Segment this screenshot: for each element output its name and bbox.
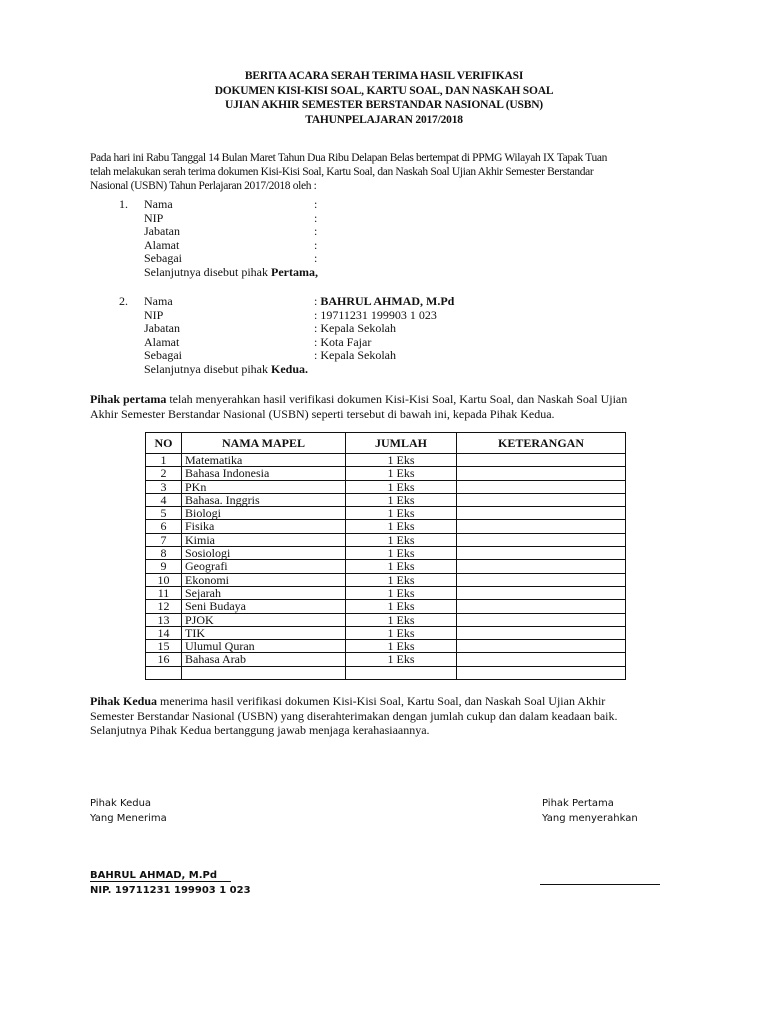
receiver-subtitle: Yang Menerima [90, 813, 167, 824]
receiver-nip: NIP. 19711231 199903 1 023 [90, 885, 251, 896]
party1-sebagai-row [119, 252, 318, 266]
intro-line-3: Nasional (USBN) Tahun Perlajaran 2017/2018 oleh : [90, 180, 317, 192]
handover-paragraph [90, 392, 690, 421]
party1-nama-value: : [314, 197, 318, 211]
party2-jabatan-label: Jabatan [144, 321, 180, 336]
party1-nip-row [119, 212, 318, 226]
party2-nama-text: BAHRUL AHMAD, M.Pd [320, 294, 455, 308]
handover-party: Pihak pertama [90, 392, 167, 406]
table-row [146, 573, 626, 586]
cell-keterangan [457, 547, 626, 560]
party1-nama-label: Nama [144, 197, 173, 211]
empty-cell [457, 666, 626, 679]
receipt-line-2: Semester Berstandar Nasional (USBN) yang diserahterimakan dengan jumlah cukup dan dalam keadaan baik. [90, 708, 618, 723]
title-line-4: TAHUNPELAJARAN 2017/2018 [305, 113, 463, 126]
header-keterangan: KETERANGAN [457, 433, 626, 454]
party1-jabatan-value: : [314, 224, 318, 239]
cell-jumlah: 1 Eks [346, 626, 457, 639]
party1-number: 1. [119, 197, 128, 211]
party1-designation: Pertama, [270, 264, 318, 279]
cell-keterangan [457, 467, 626, 480]
cell-keterangan [457, 626, 626, 639]
cell-jumlah: 1 Eks [346, 653, 457, 666]
table-row [146, 547, 626, 560]
party2-nip-label: NIP [144, 307, 164, 322]
receipt-line-1 [90, 694, 690, 709]
cell-no: 3 [146, 480, 182, 493]
party1-alamat-value: : [314, 237, 318, 252]
table-row [146, 653, 626, 666]
cell-mapel: Kimia [182, 533, 346, 546]
party2-nama-colon: : [314, 294, 321, 308]
party2-nip-value: : 19711231 199903 1 023 [314, 307, 437, 322]
table-row [146, 560, 626, 573]
cell-jumlah: 1 Eks [346, 454, 457, 467]
cell-mapel: Matematika [182, 454, 346, 467]
cell-mapel: Geografi [182, 560, 346, 573]
cell-keterangan [457, 600, 626, 613]
cell-jumlah: 1 Eks [346, 480, 457, 493]
cell-mapel: Ulumul Quran [182, 640, 346, 653]
handover-line-1-text: telah menyerahkan hasil verifikasi dokumen Kisi-Kisi Soal, Kartu Soal, dan Naskah Soal Ujian [166, 392, 628, 406]
cell-jumlah: 1 Eks [346, 520, 457, 533]
table-row [146, 493, 626, 506]
table-row [146, 480, 626, 493]
empty-cell [346, 666, 457, 679]
party2-nama-row [119, 295, 454, 309]
cell-mapel: Seni Budaya [182, 600, 346, 613]
cell-no: 9 [146, 560, 182, 573]
receiver-signature-block [90, 868, 251, 898]
cell-keterangan [457, 640, 626, 653]
giver-role: Pihak Pertama [542, 798, 614, 809]
receiver-role: Pihak Kedua [90, 798, 152, 809]
cell-keterangan [457, 573, 626, 586]
cell-jumlah: 1 Eks [346, 573, 457, 586]
intro-paragraph [90, 151, 690, 193]
party2-continuation-text: Selanjutnya disebut pihak [144, 361, 271, 376]
cell-no: 11 [146, 586, 182, 599]
cell-mapel: Bahasa Arab [182, 653, 346, 666]
table-row [146, 613, 626, 626]
cell-no: 13 [146, 613, 182, 626]
party2-sebagai-label: Sebagai [144, 348, 182, 363]
cell-mapel: Sosiologi [182, 547, 346, 560]
table-row [146, 467, 626, 480]
cell-keterangan [457, 493, 626, 506]
party2-jabatan-row [119, 322, 454, 336]
receipt-line-3: Selanjutnya Pihak Kedua bertanggung jawab menjaga kerahasiaannya. [90, 723, 430, 737]
cell-mapel: PKn [182, 480, 346, 493]
handover-line-2: Akhir Semester Berstandar Nasional (USBN) seperti tersebut di bawah ini, kepada Pihak Kedua. [90, 406, 555, 421]
cell-keterangan [457, 586, 626, 599]
cell-keterangan [457, 520, 626, 533]
receiver-name: BAHRUL AHMAD, M.Pd [90, 870, 231, 882]
table-row [146, 586, 626, 599]
intro-line-2: telah melakukan serah terima dokumen Kisi-Kisi Soal, Kartu Soal, dan Naskah Soal Ujian Akhir Semester Berstandar [90, 166, 594, 178]
table-row [146, 600, 626, 613]
cell-mapel: Sejarah [182, 586, 346, 599]
signature-giver [542, 796, 638, 826]
cell-jumlah: 1 Eks [346, 547, 457, 560]
party1-nama-row [119, 198, 318, 212]
cell-no: 16 [146, 653, 182, 666]
party1-jabatan-row [119, 225, 318, 239]
party1-alamat-label: Alamat [144, 237, 180, 252]
cell-jumlah: 1 Eks [346, 560, 457, 573]
intro-line-1: Pada hari ini Rabu Tanggal 14 Bulan Maret Tahun Dua Ribu Delapan Belas bertempat di PPMG Wilayah IX Tapak Tuan [90, 152, 608, 164]
receipt-paragraph [90, 694, 690, 738]
cell-mapel: Bahasa Indonesia [182, 467, 346, 480]
party1-nip-label: NIP [144, 210, 164, 225]
cell-no: 10 [146, 573, 182, 586]
giver-subtitle: Yang menyerahkan [542, 813, 638, 824]
party2-designation: Kedua. [270, 361, 308, 376]
header-jumlah: JUMLAH [346, 433, 457, 454]
cell-keterangan [457, 480, 626, 493]
cell-keterangan [457, 653, 626, 666]
signature-receiver [90, 796, 167, 826]
table-row [146, 626, 626, 639]
cell-no: 15 [146, 640, 182, 653]
cell-keterangan [457, 507, 626, 520]
cell-no: 1 [146, 454, 182, 467]
cell-jumlah: 1 Eks [346, 613, 457, 626]
receipt-line-1-text: menerima hasil verifikasi dokumen Kisi-Kisi Soal, Kartu Soal, dan Naskah Soal Ujian Akhir [157, 694, 606, 708]
title-line-3: UJIAN AKHIR SEMESTER BERSTANDAR NASIONAL (USBN) [225, 99, 543, 111]
table-row [146, 533, 626, 546]
party2-jabatan-value: : Kepala Sekolah [314, 321, 396, 336]
party1-nip-value: : [314, 210, 318, 225]
party2-nama-value [314, 295, 454, 309]
cell-no: 7 [146, 533, 182, 546]
party1-alamat-row [119, 239, 318, 253]
header-no: NO [146, 433, 182, 454]
table-row [146, 520, 626, 533]
cell-no: 8 [146, 547, 182, 560]
party1-continuation-text: Selanjutnya disebut pihak [144, 264, 271, 279]
cell-no: 6 [146, 520, 182, 533]
table-row [146, 454, 626, 467]
cell-jumlah: 1 Eks [346, 586, 457, 599]
cell-no: 5 [146, 507, 182, 520]
cell-no: 2 [146, 467, 182, 480]
cell-jumlah: 1 Eks [346, 467, 457, 480]
cell-jumlah: 1 Eks [346, 493, 457, 506]
cell-mapel: Fisika [182, 520, 346, 533]
party2-sebagai-row [119, 349, 454, 363]
party1-jabatan-label: Jabatan [144, 224, 180, 239]
cell-mapel: TIK [182, 626, 346, 639]
cell-jumlah: 1 Eks [346, 600, 457, 613]
table-row [146, 640, 626, 653]
cell-jumlah: 1 Eks [346, 507, 457, 520]
party1-sebagai-value: : [314, 251, 318, 266]
cell-mapel: Ekonomi [182, 573, 346, 586]
party1-continuation [119, 266, 318, 280]
party2-number: 2. [119, 294, 128, 308]
party2-nama-label: Nama [144, 294, 173, 308]
cell-no: 12 [146, 600, 182, 613]
receipt-party: Pihak Kedua [90, 694, 158, 708]
party2-sebagai-value: : Kepala Sekolah [314, 348, 396, 363]
party2-nip-row [119, 309, 454, 323]
giver-signature-line [540, 884, 660, 885]
empty-cell [182, 666, 346, 679]
cell-keterangan [457, 560, 626, 573]
cell-jumlah: 1 Eks [346, 640, 457, 653]
empty-cell [146, 666, 182, 679]
subject-table [145, 432, 626, 680]
party1-sebagai-label: Sebagai [144, 251, 182, 266]
party2-alamat-label: Alamat [144, 334, 180, 349]
title-line-2: DOKUMEN KISI-KISI SOAL, KARTU SOAL, DAN NASKAH SOAL [214, 84, 554, 97]
party2-alamat-value: : Kota Fajar [314, 334, 372, 349]
title-line-1: BERITA ACARA SERAH TERIMA HASIL VERIFIKASI [244, 70, 524, 82]
cell-mapel: Bahasa. Inggris [182, 493, 346, 506]
cell-keterangan [457, 454, 626, 467]
party-first [119, 198, 318, 280]
party2-continuation [119, 363, 454, 377]
party-second [119, 295, 454, 377]
table-row-empty [146, 666, 626, 679]
cell-keterangan [457, 533, 626, 546]
cell-no: 4 [146, 493, 182, 506]
cell-no: 14 [146, 626, 182, 639]
header-nama-mapel: NAMA MAPEL [182, 433, 346, 454]
handover-line-1 [90, 392, 690, 407]
cell-mapel: Biologi [182, 507, 346, 520]
cell-keterangan [457, 613, 626, 626]
table-header-row [146, 433, 626, 454]
document-title [0, 69, 768, 127]
cell-jumlah: 1 Eks [346, 533, 457, 546]
cell-mapel: PJOK [182, 613, 346, 626]
table-row [146, 507, 626, 520]
party2-alamat-row [119, 336, 454, 350]
